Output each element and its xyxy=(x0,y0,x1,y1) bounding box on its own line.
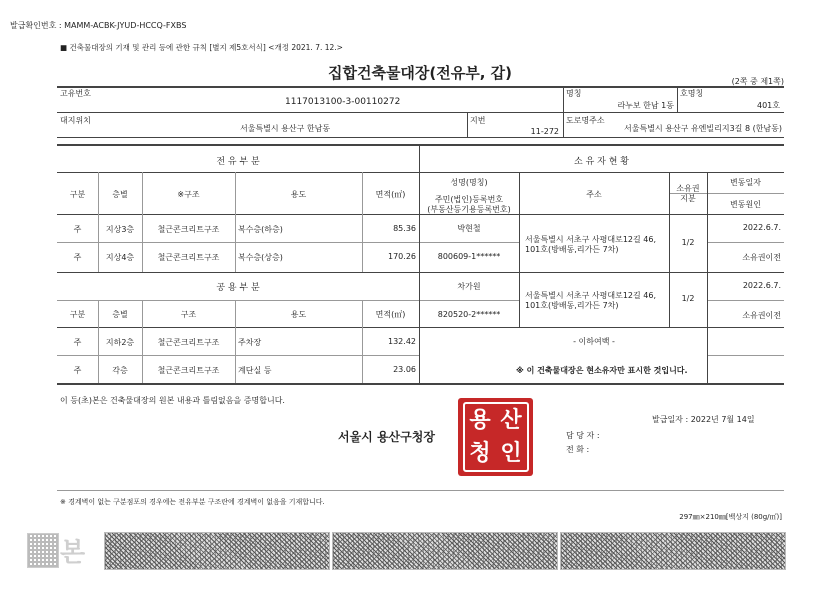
lot-label: 지번 xyxy=(470,116,486,125)
table-row-cell: 주차장 xyxy=(238,338,262,347)
security-pattern xyxy=(104,532,330,570)
table-row-cell: 주 xyxy=(73,253,82,262)
owner-address-2: 101호(방배동,리가든 7차) xyxy=(525,301,619,310)
table-row-cell: 170.26 xyxy=(388,252,416,261)
table-row-cell: 철근콘크리트구조 xyxy=(157,225,220,234)
blank-note: - 이하여백 - xyxy=(573,337,615,346)
seal-char: 산 xyxy=(500,407,522,433)
exclusive-section-title: 전 유 부 분 xyxy=(216,157,260,167)
staff-label: 담 당 자 : xyxy=(566,431,600,440)
unique-no-label: 고유번호 xyxy=(60,89,91,98)
owner-reg: 820520-2****** xyxy=(437,310,501,319)
table-row-cell: 주 xyxy=(73,225,82,234)
table-row-cell: 주 xyxy=(73,338,82,347)
owner-address: 서울특별시 서초구 사평대로12길 46, xyxy=(525,235,656,244)
owner-header-share: 소유권 xyxy=(676,184,700,193)
col-header-use: 용도 xyxy=(290,190,307,199)
table-row-cell: 철근콘크리트구조 xyxy=(157,253,220,262)
col-header-type: 구분 xyxy=(69,190,86,199)
unit-label: 호명칭 xyxy=(680,89,704,98)
watermark-text: 본 xyxy=(60,538,86,568)
col-header-area: 면적(㎡) xyxy=(375,190,406,199)
owner-header-reg2: (부동산등기용등록번호) xyxy=(427,205,511,214)
seal-char: 인 xyxy=(500,440,522,466)
table-row-cell: 철근콘크리트구조 xyxy=(157,366,220,375)
name-label: 명칭 xyxy=(566,89,582,98)
col-header-structure: ※구조 xyxy=(177,190,200,199)
owner-share: 1/2 xyxy=(681,238,695,247)
regulation-text: ■ 건축물대장의 기재 및 관리 등에 관한 규칙 [별지 제5호서식] <개정 2021. 7. 12.> xyxy=(60,43,343,52)
common-header-structure: 구조 xyxy=(180,310,197,319)
owner-name: 차가원 xyxy=(457,282,481,291)
seal-char: 용 xyxy=(469,407,491,433)
barcode-graphic xyxy=(27,533,59,568)
owner-name: 박현철 xyxy=(457,224,481,233)
current-owner-notice: ※ 이 건축물대장은 현소유자만 표시한 것입니다. xyxy=(516,366,688,375)
common-header-use: 용도 xyxy=(290,310,307,319)
table-row-cell: 철근콘크리트구조 xyxy=(157,338,220,347)
owner-header-reg: 주민(법인)등록번호 xyxy=(434,195,504,204)
road-value: 서울특별시 용산구 유엔빌리지3길 8 (한남동) xyxy=(624,124,782,133)
table-row-cell: 132.42 xyxy=(388,337,416,346)
table-row-cell: 지상3층 xyxy=(105,225,135,234)
owners-section-title: 소 유 자 현 황 xyxy=(574,157,629,167)
unit-value: 401호 xyxy=(757,101,780,110)
owner-header-share2: 지분 xyxy=(680,194,696,203)
owner-reg: 800609-1****** xyxy=(437,252,501,261)
owner-header-date: 변동일자 xyxy=(730,178,761,187)
owner-reason: 소유권이전 xyxy=(742,311,781,320)
phone-label: 전 화 : xyxy=(566,445,590,454)
issue-number: 발급확인번호 : MAMM-ACBK-JYUD-HCCQ-FXBS xyxy=(10,21,187,30)
table-row-cell: 복수층(하층) xyxy=(238,225,283,234)
table-row-cell: 주 xyxy=(73,366,82,375)
table-row-cell: 지상4층 xyxy=(105,253,135,262)
issue-date: 발급일자 : 2022년 7월 14일 xyxy=(652,415,755,424)
owner-share: 1/2 xyxy=(681,294,695,303)
common-header-area: 면적(㎡) xyxy=(375,310,406,319)
common-header-type: 구분 xyxy=(69,310,86,319)
unique-no-value: 1117013100-3-00110272 xyxy=(285,97,401,107)
table-row-cell: 지하2층 xyxy=(105,338,135,347)
paper-size: 297㎜×210㎜[백상지 (80g/㎡)] xyxy=(679,513,782,521)
site-label: 대지위치 xyxy=(60,116,91,125)
page-title: 집합건축물대장(전유부, 갑) xyxy=(327,64,513,82)
issuer-name: 서울시 용산구청장 xyxy=(338,430,435,444)
owner-header-reason: 변동원인 xyxy=(730,200,761,209)
security-pattern xyxy=(560,532,786,570)
col-header-floor: 층별 xyxy=(112,190,128,199)
lot-value: 11-272 xyxy=(530,127,559,136)
table-row-cell: 85.36 xyxy=(393,224,416,233)
owner-header-address: 주소 xyxy=(586,190,602,199)
owner-address-2: 101호(방배동,리가든 7차) xyxy=(525,245,619,254)
common-header-floor: 층별 xyxy=(112,310,128,319)
owner-date: 2022.6.7. xyxy=(742,223,781,232)
owner-header-name: 성명(명칭) xyxy=(450,178,488,187)
table-row-cell: 23.06 xyxy=(393,365,416,374)
table-row-cell: 계단실 등 xyxy=(238,366,272,375)
common-section-title: 공 용 부 분 xyxy=(216,283,260,293)
official-seal xyxy=(458,398,533,476)
owner-date: 2022.6.7. xyxy=(742,281,781,290)
page-info: (2쪽 중 제1쪽) xyxy=(731,77,784,86)
table-row-cell: 복수층(상층) xyxy=(238,253,283,262)
owner-reason: 소유권이전 xyxy=(742,253,781,262)
site-value: 서울특별시 용산구 한남동 xyxy=(240,124,331,133)
certify-text: 이 등(초)본은 건축물대장의 원본 내용과 틀림없음을 증명합니다. xyxy=(60,396,285,405)
owner-address: 서울특별시 서초구 사평대로12길 46, xyxy=(525,291,656,300)
table-row-cell: 각층 xyxy=(112,366,128,375)
name-value: 라누보 한남 1동 xyxy=(617,101,674,110)
road-label: 도로명주소 xyxy=(566,116,605,125)
boundary-note: ※ 경계벽이 없는 구분점포의 경우에는 전유부분 구조란에 경계벽이 없음을 기재합니다. xyxy=(60,498,325,506)
security-pattern xyxy=(332,532,558,570)
seal-char: 청 xyxy=(469,440,491,466)
